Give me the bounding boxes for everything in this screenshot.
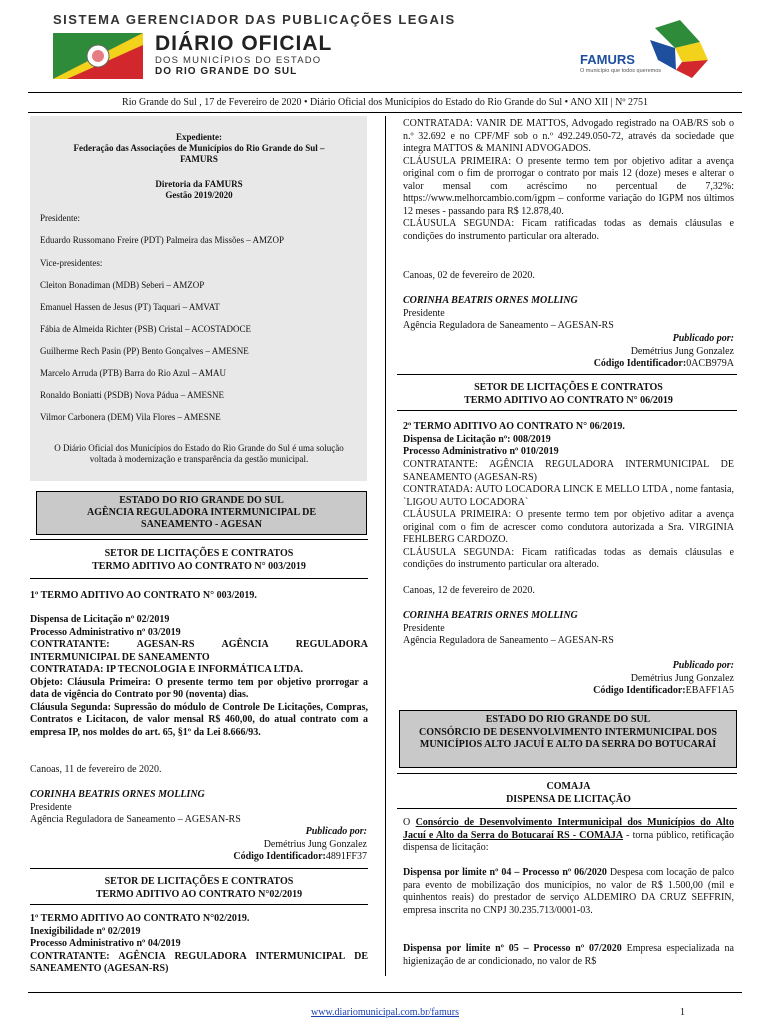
published-by bbox=[403, 660, 734, 698]
signature-block bbox=[403, 295, 734, 333]
code-value: EBAFF1A5 bbox=[685, 685, 734, 696]
presidente-label: Presidente: bbox=[40, 213, 80, 223]
signature-org: Agência Reguladora de Saneamento – AGESAN-RS bbox=[403, 320, 614, 331]
published-by bbox=[403, 333, 734, 371]
code-label: Código Identificador: bbox=[593, 358, 687, 369]
dispensa-item bbox=[403, 943, 734, 968]
published-name: Demétrius Jung Gonzalez bbox=[630, 345, 734, 357]
agesan-heading: ESTADO DO RIO GRANDE DO SUL AGÊNCIA REGULADORA INTERMUNICIPAL DE SANEAMENTO - AGESAN bbox=[86, 495, 316, 530]
vice-item: Marcelo Arruda (PTB) Barra do Rio Azul – AMAU bbox=[40, 368, 226, 378]
code-value: 0ACB979A bbox=[686, 358, 734, 369]
signature-block bbox=[403, 610, 734, 648]
vice-label: Vice-presidentes: bbox=[40, 258, 103, 268]
comaja-heading-box bbox=[399, 710, 737, 768]
page-number: 1 bbox=[680, 1007, 685, 1018]
system-name: SISTEMA GERENCIADOR DAS PUBLICAÇÕES LEGAIS bbox=[53, 12, 456, 27]
date: Canoas, 02 de fevereiro de 2020. bbox=[403, 270, 535, 281]
signature-name: CORINHA BEATRIS ORNES MOLLING bbox=[403, 610, 578, 621]
code-label: Código Identificador: bbox=[233, 851, 326, 862]
vice-item: Cleiton Bonadiman (MDB) Seberi – AMZOP bbox=[40, 280, 205, 290]
vice-item: Guilherme Rech Pasin (PP) Bento Gonçalves – AMESNE bbox=[40, 346, 249, 356]
famurs-logo-text: FAMURS bbox=[580, 52, 635, 67]
dispensa-title: Dispensa por limite nº 04 – Processo nº 06/2020 bbox=[403, 867, 607, 878]
signature-role: Presidente bbox=[403, 622, 445, 634]
rule bbox=[30, 868, 368, 869]
published-name: Demétrius Jung Gonzalez bbox=[630, 672, 734, 684]
signature-role: Presidente bbox=[30, 801, 72, 813]
section-heading: COMAJA DISPENSA DE LICITAÇÃO bbox=[506, 781, 631, 805]
expediente-federacao: Federação das Associações de Municípios do Rio Grande do Sul – FAMURS bbox=[73, 143, 325, 164]
footer-rule bbox=[28, 992, 742, 993]
expediente-diretoria: Diretoria da FAMURS bbox=[155, 179, 243, 189]
rule bbox=[30, 578, 368, 579]
expediente-gestao: Gestão 2019/2020 bbox=[165, 190, 233, 200]
famurs-logo-tagline: O município que todos queremos bbox=[580, 68, 662, 74]
code-value: 4891FF37 bbox=[325, 851, 367, 862]
presidente: Eduardo Russomano Freire (PDT) Palmeira das Missões – AMZOP bbox=[40, 235, 284, 245]
comaja-intro bbox=[403, 817, 734, 855]
expediente bbox=[30, 132, 368, 465]
footer-url-link[interactable]: www.diariomunicipal.com.br/famurs bbox=[311, 1007, 459, 1018]
signature-block bbox=[30, 789, 368, 827]
rule bbox=[30, 904, 368, 905]
dateline: Rio Grande do Sul , 17 de Fevereiro de 2020 • Diário Oficial dos Municípios do Estado do Rio Grande do Sul • ANO XII | Nº 2751 bbox=[122, 97, 648, 108]
termo-date: Canoas, 11 de fevereiro de 2020. bbox=[30, 764, 162, 775]
comaja-intro-pre: O bbox=[403, 817, 416, 828]
signature-name: CORINHA BEATRIS ORNES MOLLING bbox=[30, 789, 205, 800]
published-label: Publicado por: bbox=[672, 333, 734, 344]
rule bbox=[397, 773, 737, 774]
vice-item: Vilmor Carbonera (DEM) Vila Flores – AMESNE bbox=[40, 412, 221, 422]
dispensa-item bbox=[403, 867, 734, 917]
diario-subtitle: DOS MUNICÍPIOS DO ESTADO bbox=[155, 55, 322, 66]
column-divider bbox=[385, 116, 386, 976]
published-label: Publicado por: bbox=[672, 660, 734, 671]
rule bbox=[397, 374, 737, 375]
vice-item: Emanuel Hassen de Jesus (PT) Taquari – AMVAT bbox=[40, 302, 220, 312]
signature-name: CORINHA BEATRIS ORNES MOLLING bbox=[403, 295, 578, 306]
termo-title: 1º TERMO ADITIVO AO CONTRATO N° 003/2019. bbox=[30, 590, 257, 601]
published-label: Publicado por: bbox=[305, 826, 367, 837]
section-heading: SETOR DE LICITAÇÕES E CONTRATOS TERMO ADITIVO AO CONTRATO N° 003/2019 bbox=[92, 548, 306, 572]
vice-item: Fábia de Almeida Richter (PSB) Cristal – ACOSTADOCE bbox=[40, 324, 252, 334]
signature-org: Agência Reguladora de Saneamento – AGESAN-RS bbox=[30, 814, 241, 825]
comaja-intro-post: - torna público, retificação dispensa de licitação: bbox=[403, 829, 734, 853]
vice-item: Ronaldo Boniatti (PSDB) Nova Pádua – AMESNE bbox=[40, 390, 224, 400]
signature-org: Agência Reguladora de Saneamento – AGESAN-RS bbox=[403, 635, 614, 646]
published-name: Demétrius Jung Gonzalez bbox=[263, 838, 367, 850]
code-label: Código Identificador: bbox=[593, 685, 686, 696]
dispensa-text: Despesa com locação de palco para evento de mobilização dos municípios, no valor de R$ 1.500,00 (mil e quinhentos reais) do prestador de serviço ALDEMIRO DA CRUZ SEFFRIN, empresa inscrita no CNPJ 30.235.713/0001-03. bbox=[403, 867, 734, 916]
contract-clauses: CONTRATADA: VANIR DE MATTOS, Advogado registrado na OAB/RS sob o n.º 32.692 e no CPF/MF sob o n.º 492.249.050-72, através da sociedade que integra MATTOS & MANINI ADVOGADOS. CLÁUSULA PRIMEIRA: O presente termo tem por objetivo aditar a avença original com o fim de prorrogar o contrato por mais 12 (doze) meses e alterar o valor mensal com acréscimo no percentual de 7,32%: https://www.melhorcambio.com/igpm – conforme variação do IGPM nos últimos 12 meses - passando para R$ 12.878,40. CLÁUSULA SEGUNDA: Ficam ratificadas todas as demais cláusulas e condições do instrumento particular ora alterado. bbox=[403, 118, 734, 242]
date: Canoas, 12 de fevereiro de 2020. bbox=[403, 585, 535, 596]
expediente-title: Expediente: bbox=[176, 132, 222, 142]
diario-subtitle-2: DO RIO GRANDE DO SUL bbox=[155, 66, 298, 77]
termo-body: 1º TERMO ADITIVO AO CONTRATO N°02/2019. Inexigibilidade nº 02/2019 Processo Administrativo nº 04/2019 CONTRATANTE: AGÊNCIA REGULADORA INTERMUNICIPAL DE SANEAMENTO (AGESAN-RS) bbox=[30, 913, 368, 974]
agesan-heading-box bbox=[36, 491, 367, 535]
termo-body: Dispensa de Licitação nº 02/2019 Processo Administrativo nº 03/2019 CONTRATANTE: AGESAN-RS AGÊNCIA REGULADORA INTERMUNICIPAL DE SANEAMENTO CONTRATADA: IP TECNOLOGIA E INFORMÁTICA LTDA. Objeto: Cláusula Primeira: O presente termo tem por objetivo prorrogar a data de vigência do Contrato por 90 (noventa) dias. Cláusula Segunda: Supressão do módulo de Controle De Licitações, Compras, Contratos e Licitacon, de valor mensal R$ 460,00, do atual contrato com a empresa IP, nos moldes do art. 65, §1º da Lei 8.666/93. bbox=[30, 614, 368, 738]
comaja-name: Consórcio de Desenvolvimento Intermunicipal dos Municípios do Alto Jacuí e Alto da Serra do Botucaraí RS - COMAJA bbox=[403, 817, 734, 841]
rule bbox=[397, 410, 737, 411]
section-heading: SETOR DE LICITAÇÕES E CONTRATOS TERMO ADITIVO AO CONTRATO N° 06/2019 bbox=[464, 382, 673, 406]
comaja-heading: ESTADO DO RIO GRANDE DO SUL CONSÓRCIO DE DESENVOLVIMENTO INTERMUNICIPAL DOS MUNICÍPIOS ALTO JACUÍ E ALTO DA SERRA DO BOTUCARAÍ bbox=[418, 714, 717, 750]
rule bbox=[30, 539, 368, 540]
section-heading: SETOR DE LICITAÇÕES E CONTRATOS TERMO ADITIVO AO CONTRATO N°02/2019 bbox=[95, 876, 303, 900]
header-rule-bottom bbox=[28, 112, 742, 113]
dispensa-title: Dispensa por limite nº 05 – Processo nº 07/2020 bbox=[403, 943, 622, 954]
header-rule-top bbox=[28, 92, 742, 93]
published-by bbox=[30, 826, 367, 864]
termo-head: 2º TERMO ADITIVO AO CONTRATO N° 06/2019. Dispensa de Licitação nº: 008/2019 Processo Administrativo nº 010/2019 bbox=[403, 421, 625, 457]
signature-role: Presidente bbox=[403, 307, 445, 319]
diario-title: DIÁRIO OFICIAL bbox=[155, 32, 333, 55]
termo-body: CONTRATANTE: AGÊNCIA REGULADORA INTERMUNICIPAL DE SANEAMENTO (AGESAN-RS) CONTRATADA: AUTO LOCADORA LINCK E MELLO LTDA , nome fantasia, `LIGOU AUTO LOCADORA` CLÁUSULA PRIMEIRA: O presente termo tem por objetivo aditar a avença original com o fim de acrescer como condutora autorizada a Sra. VIRGINIA FEHLBERG CARDOZO. CLÁUSULA SEGUNDA: Ficam ratificadas todas as demais cláusulas e condições do instrumento particular ora alterado. bbox=[403, 459, 734, 570]
dispensa-text: Empresa especializada na higienização de ar condicionado, no valor de R$ bbox=[403, 943, 734, 967]
rule bbox=[397, 808, 737, 809]
rs-flag-logo bbox=[53, 33, 143, 79]
expediente-note: O Diário Oficial dos Municípios do Estado do Rio Grande do Sul é uma solução voltada à modernização e transparência da gestão municipal. bbox=[54, 443, 344, 464]
